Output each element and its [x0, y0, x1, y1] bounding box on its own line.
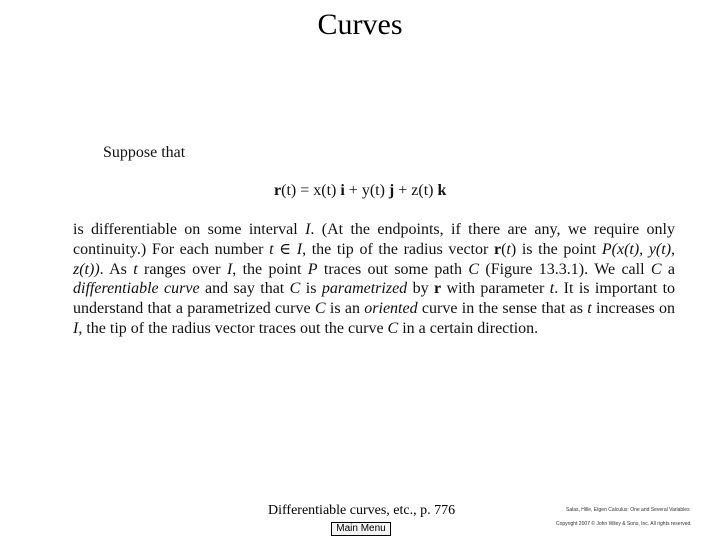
para-text: . (At the endpoints, if there are any, we require only continuity.) For each number	[73, 221, 675, 258]
var-I: I	[305, 221, 311, 238]
term-differentiable-curve: differentiable curve	[73, 280, 200, 298]
para-text: (Figure 13.3.1). We call	[479, 260, 651, 278]
para-text: , the tip of the radius vector traces out the curve	[78, 319, 388, 337]
vector-r: r	[434, 280, 442, 298]
para-text: . As	[99, 260, 134, 278]
para-text: a	[661, 260, 676, 278]
var-C: C	[289, 280, 301, 298]
var-P: P	[307, 260, 318, 278]
para-text: , the tip of the radius vector	[302, 240, 494, 258]
para-text: (	[501, 240, 507, 258]
term-parametrized: parametrized	[321, 280, 408, 298]
var-I: I	[296, 240, 303, 258]
var-t: t	[506, 240, 511, 258]
intro-text: Suppose that	[103, 144, 186, 161]
var-t: t	[269, 240, 274, 258]
para-text: , the point	[232, 260, 308, 278]
credit-line-2: Copyright 2007 © John Wiley & Sons, Inc. All rights reserved.	[556, 521, 692, 527]
formula-k: k	[437, 182, 447, 199]
para-text: increases on	[591, 300, 676, 318]
para-text: is	[300, 280, 322, 298]
para-text: curve in the sense that as	[417, 300, 588, 318]
para-text: is an	[325, 300, 365, 318]
formula-lhs-arg: (t) =	[281, 182, 314, 199]
formula-j: j	[388, 182, 395, 199]
para-text: ) is the point	[510, 240, 602, 258]
var-t: t	[133, 260, 138, 278]
para-text: and say that	[199, 280, 290, 298]
formula-x-term: x(t)	[313, 182, 341, 199]
var-t: t	[587, 300, 592, 318]
vector-formula	[274, 182, 446, 200]
para-text: ∈	[273, 240, 297, 258]
credit-line-1: Salas, Hille, Etgen Calculus: One and Several Variables	[566, 507, 690, 513]
formula-plus-y: + y(t)	[344, 182, 389, 199]
para-text: in a certain direction.	[398, 319, 539, 337]
page-caption: Differentiable curves, etc., p. 776	[268, 503, 456, 518]
definition-paragraph	[73, 220, 675, 339]
term-oriented: oriented	[364, 300, 418, 318]
var-I: I	[226, 260, 233, 278]
slide-title: Curves	[317, 8, 403, 41]
var-t: t	[549, 280, 555, 298]
para-text: ranges over	[137, 260, 227, 278]
var-C: C	[468, 260, 480, 278]
var-C: C	[387, 319, 399, 337]
para-text: is differentiable on some interval	[73, 221, 306, 238]
var-C: C	[650, 260, 662, 278]
formula-i: i	[340, 182, 345, 199]
para-text: . It is important to understand that a parametrized curve	[73, 280, 676, 318]
para-text: by	[407, 280, 435, 298]
formula-plus-z: + z(t)	[394, 182, 438, 199]
var-C: C	[314, 300, 326, 318]
vector-r: r	[493, 240, 502, 258]
main-menu-button[interactable]: Main Menu	[331, 522, 391, 536]
para-text: with parameter	[441, 280, 550, 298]
formula-r: r	[274, 182, 282, 199]
var-I: I	[73, 319, 79, 337]
para-text: traces out some path	[317, 260, 469, 278]
point-P-expression: P(x(t), y(t), z(t))	[73, 240, 676, 278]
